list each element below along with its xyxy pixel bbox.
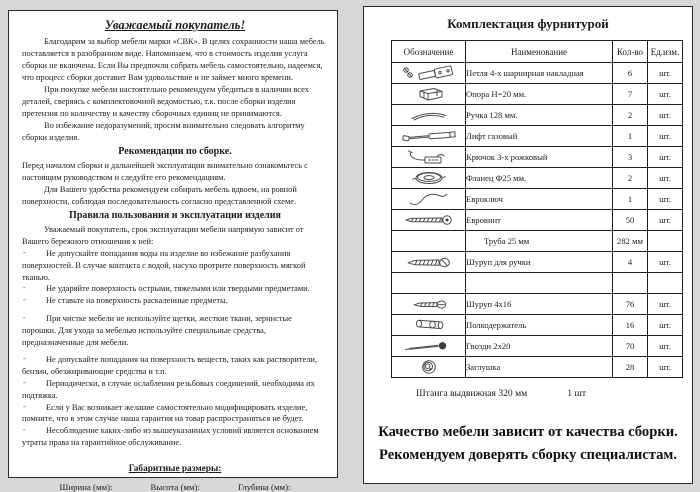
rule-bullet: - Несоблюдение каких-либо из вышеуказанных условий является основанием утраты права на гарантийное обслуживание. (22, 425, 319, 447)
item-unit: шт. (648, 210, 683, 231)
footnote-qty: 1 шт (567, 388, 587, 399)
body-paragraph: При покупке мебели настоятельно рекомендуем убедиться в наличии всех деталей, сверяясь с комплектовочной ведомостью, т.к. после сборки изделия претензия по количеству и качеству сборочных единиц не принимаются. (22, 85, 309, 118)
table-row (392, 231, 683, 252)
item-qty: 50 (613, 210, 648, 231)
item-symbol-cell (392, 252, 466, 273)
table-row (392, 168, 683, 189)
item-unit: шт. (648, 315, 683, 336)
item-symbol-cell (392, 273, 466, 294)
item-qty: 70 (613, 336, 648, 357)
item-name: Труба 25 мм (466, 231, 613, 252)
item-name: Петля 4-х шарнирная накладная (466, 63, 613, 84)
item-name: Опора Н=20 мм. (466, 84, 613, 105)
item-symbol-cell (392, 336, 466, 357)
table-row (392, 189, 683, 210)
dimension-field: Ширина (мм): (59, 481, 113, 492)
shelf-holder-icon (392, 316, 465, 334)
table-row (392, 63, 683, 84)
table-row (392, 84, 683, 105)
table-row (392, 252, 683, 273)
item-name: Евроключ (466, 189, 613, 210)
nail-icon (392, 337, 465, 355)
flange-icon (392, 169, 465, 187)
body-paragraph: Перед началом сборки и дальнейшей эксплуатации внимательно ознакомьтесь с настоящим руководством и следуйте его рекомендациям. (22, 161, 308, 182)
item-qty: 28 (613, 357, 648, 378)
handle-icon (392, 106, 465, 124)
table-row (392, 273, 683, 294)
body-paragraph: Уважаемый покупатель, срок эксплуатации мебели напрямую зависит от Вашего бережного отношения к ней: (22, 225, 304, 246)
rule-bullet: - Не ставьте на поверхность раскаленные предметы. (23, 295, 228, 306)
item-qty: 282 мм (613, 231, 648, 252)
item-qty: 2 (613, 105, 648, 126)
item-symbol-cell (392, 126, 466, 147)
column-header: Кол-во (613, 41, 648, 63)
hook-icon (392, 148, 465, 166)
section-heading: Рекомендации по сборке. (118, 146, 232, 157)
table-row (392, 357, 683, 378)
item-unit: шт. (648, 252, 683, 273)
column-header: Наименование (466, 41, 613, 63)
handle-screw-icon (392, 253, 465, 271)
screw-icon (392, 295, 465, 313)
item-name: Лифт газовый (466, 126, 613, 147)
rule-bullet: - При чистке мебели не используйте щетки, жесткие ткани, зернистые порошки. Для ухода за мебелью используйте специальные средства, предназначенные для мебели. (22, 312, 292, 347)
table-row (392, 105, 683, 126)
quality-line-1: Качество мебели зависит от качества сборки. (378, 424, 678, 440)
rule-bullet: - Не ударяйте поверхность острыми, тяжелыми или твердыми предметами. (23, 283, 310, 294)
hinge-icon (392, 64, 465, 82)
item-unit: шт. (648, 147, 683, 168)
table-row (392, 336, 683, 357)
item-unit: шт. (648, 168, 683, 189)
section-heading: Правила пользования и эксплуатации изделия (69, 210, 281, 221)
euro-key-icon (392, 190, 465, 208)
item-symbol-cell (392, 84, 466, 105)
bullet-marker-icon: - (23, 295, 26, 305)
body-paragraph: Благодарим за выбор мебели марки «СВК». В целях сохранности наша мебель поставляется в разобранном виде. Напоминаем, что в стоимость изделия услуга сборки не включена. Если Вы предпочли собрать мебель самостоятельно, надеемся, что процесс сборки доставит Вам удовольствие и не займет много времени. (22, 37, 325, 82)
dimensions-fields (22, 482, 328, 492)
right-page (363, 6, 693, 484)
left-page-title: Уважаемый покупатель! (104, 18, 246, 32)
item-symbol-cell (392, 210, 466, 231)
item-name: Крючок 3-х рожковый (466, 147, 613, 168)
item-qty: 2 (613, 168, 648, 189)
column-header: Обозначение (392, 41, 466, 63)
item-name (466, 273, 613, 294)
support-icon (392, 85, 465, 103)
item-symbol-cell (392, 357, 466, 378)
item-qty: 16 (613, 315, 648, 336)
item-unit: шт. (648, 63, 683, 84)
item-symbol-cell (392, 189, 466, 210)
gas-lift-icon (392, 127, 465, 145)
hardware-table (391, 40, 683, 378)
dimension-field: Глубина (мм): (237, 481, 291, 492)
item-unit: шт. (648, 84, 683, 105)
left-page (8, 10, 338, 492)
euro-screw-icon (392, 211, 465, 229)
item-name: Гвозди 2x20 (466, 336, 613, 357)
item-unit: шт. (648, 336, 683, 357)
bullet-marker-icon: - (23, 425, 26, 435)
dimensions-block (22, 463, 328, 492)
item-unit (648, 273, 683, 294)
table-footnote (416, 388, 692, 399)
rule-bullet: - Не допускайте попадания на поверхность веществ, таких как растворители, бензин, обезжиривающие средства и т.п. (22, 354, 318, 377)
item-qty: 3 (613, 147, 648, 168)
rule-bullet: - Не допускайте попадания воды на изделие во избежание разбухания поверхностей. В случае контакта с водой, насухо протрите поверхность мягкой тканью. (22, 248, 306, 282)
table-row (392, 210, 683, 231)
item-name: Шуруп 4x16 (466, 294, 613, 315)
item-qty: 76 (613, 294, 648, 315)
left-page-content (22, 36, 328, 449)
dimensions-heading: Габаритные размеры: (128, 463, 222, 474)
item-qty: 1 (613, 189, 648, 210)
item-name: Полкодержатель (466, 315, 613, 336)
item-symbol-cell (392, 294, 466, 315)
bullet-marker-icon: - (23, 377, 26, 387)
item-name: Фланец Ф25 мм. (466, 168, 613, 189)
plug-icon (392, 358, 465, 376)
quality-line-2: Рекомендуем доверять сборку специалистам. (378, 447, 677, 463)
rule-bullet: - Периодически, в случае ослабления резьбовых соединений, необходима их подтяжка. (22, 377, 315, 400)
dimension-field: Высота (мм): (150, 481, 200, 492)
item-unit: шт. (648, 294, 683, 315)
item-unit (648, 231, 683, 252)
item-name: Ручка 128 мм. (466, 105, 613, 126)
right-page-title: Комплектация фурнитурой (447, 16, 609, 31)
item-symbol-cell (392, 147, 466, 168)
table-row (392, 147, 683, 168)
bullet-marker-icon: - (23, 283, 26, 293)
item-qty: 4 (613, 252, 648, 273)
footnote-text: Штанга выдвижная 320 мм (416, 388, 528, 399)
item-symbol-cell (392, 231, 466, 252)
bullet-marker-icon: - (23, 312, 26, 322)
bullet-marker-icon: - (23, 248, 26, 257)
table-row (392, 315, 683, 336)
item-qty (613, 273, 648, 294)
item-unit: шт. (648, 357, 683, 378)
item-name: Евровинт (466, 210, 613, 231)
item-qty: 1 (613, 126, 648, 147)
body-paragraph: Для Вашего удобства рекомендуем собирать мебель вдвоем, на ровной поверхности, соблюдая последовательность согласно представленной схеме. (22, 185, 297, 206)
bullet-marker-icon: - (23, 354, 26, 364)
item-symbol-cell (392, 168, 466, 189)
item-symbol-cell (392, 63, 466, 84)
item-unit: шт. (648, 105, 683, 126)
item-unit: шт. (648, 126, 683, 147)
item-qty: 7 (613, 84, 648, 105)
table-row (392, 294, 683, 315)
item-name: Шуруп для ручки (466, 252, 613, 273)
item-unit: шт. (648, 189, 683, 210)
rule-bullet: - Если у Вас возникает желание самостоятельно модифицировать изделие, помните, что в этом случае наша гарантия на товар распространяться не будет. (22, 401, 308, 424)
body-paragraph: Во избежание недоразумений, просим внимательно следовать алгоритму сборки изделия. (22, 121, 305, 142)
item-symbol-cell (392, 315, 466, 336)
item-name: Заглушка (466, 357, 613, 378)
quality-note (364, 421, 692, 467)
bullet-marker-icon: - (23, 401, 26, 411)
item-qty: 6 (613, 63, 648, 84)
table-row (392, 126, 683, 147)
column-header: Ед.изм. (648, 41, 683, 63)
item-symbol-cell (392, 105, 466, 126)
table-header-row (392, 41, 683, 63)
